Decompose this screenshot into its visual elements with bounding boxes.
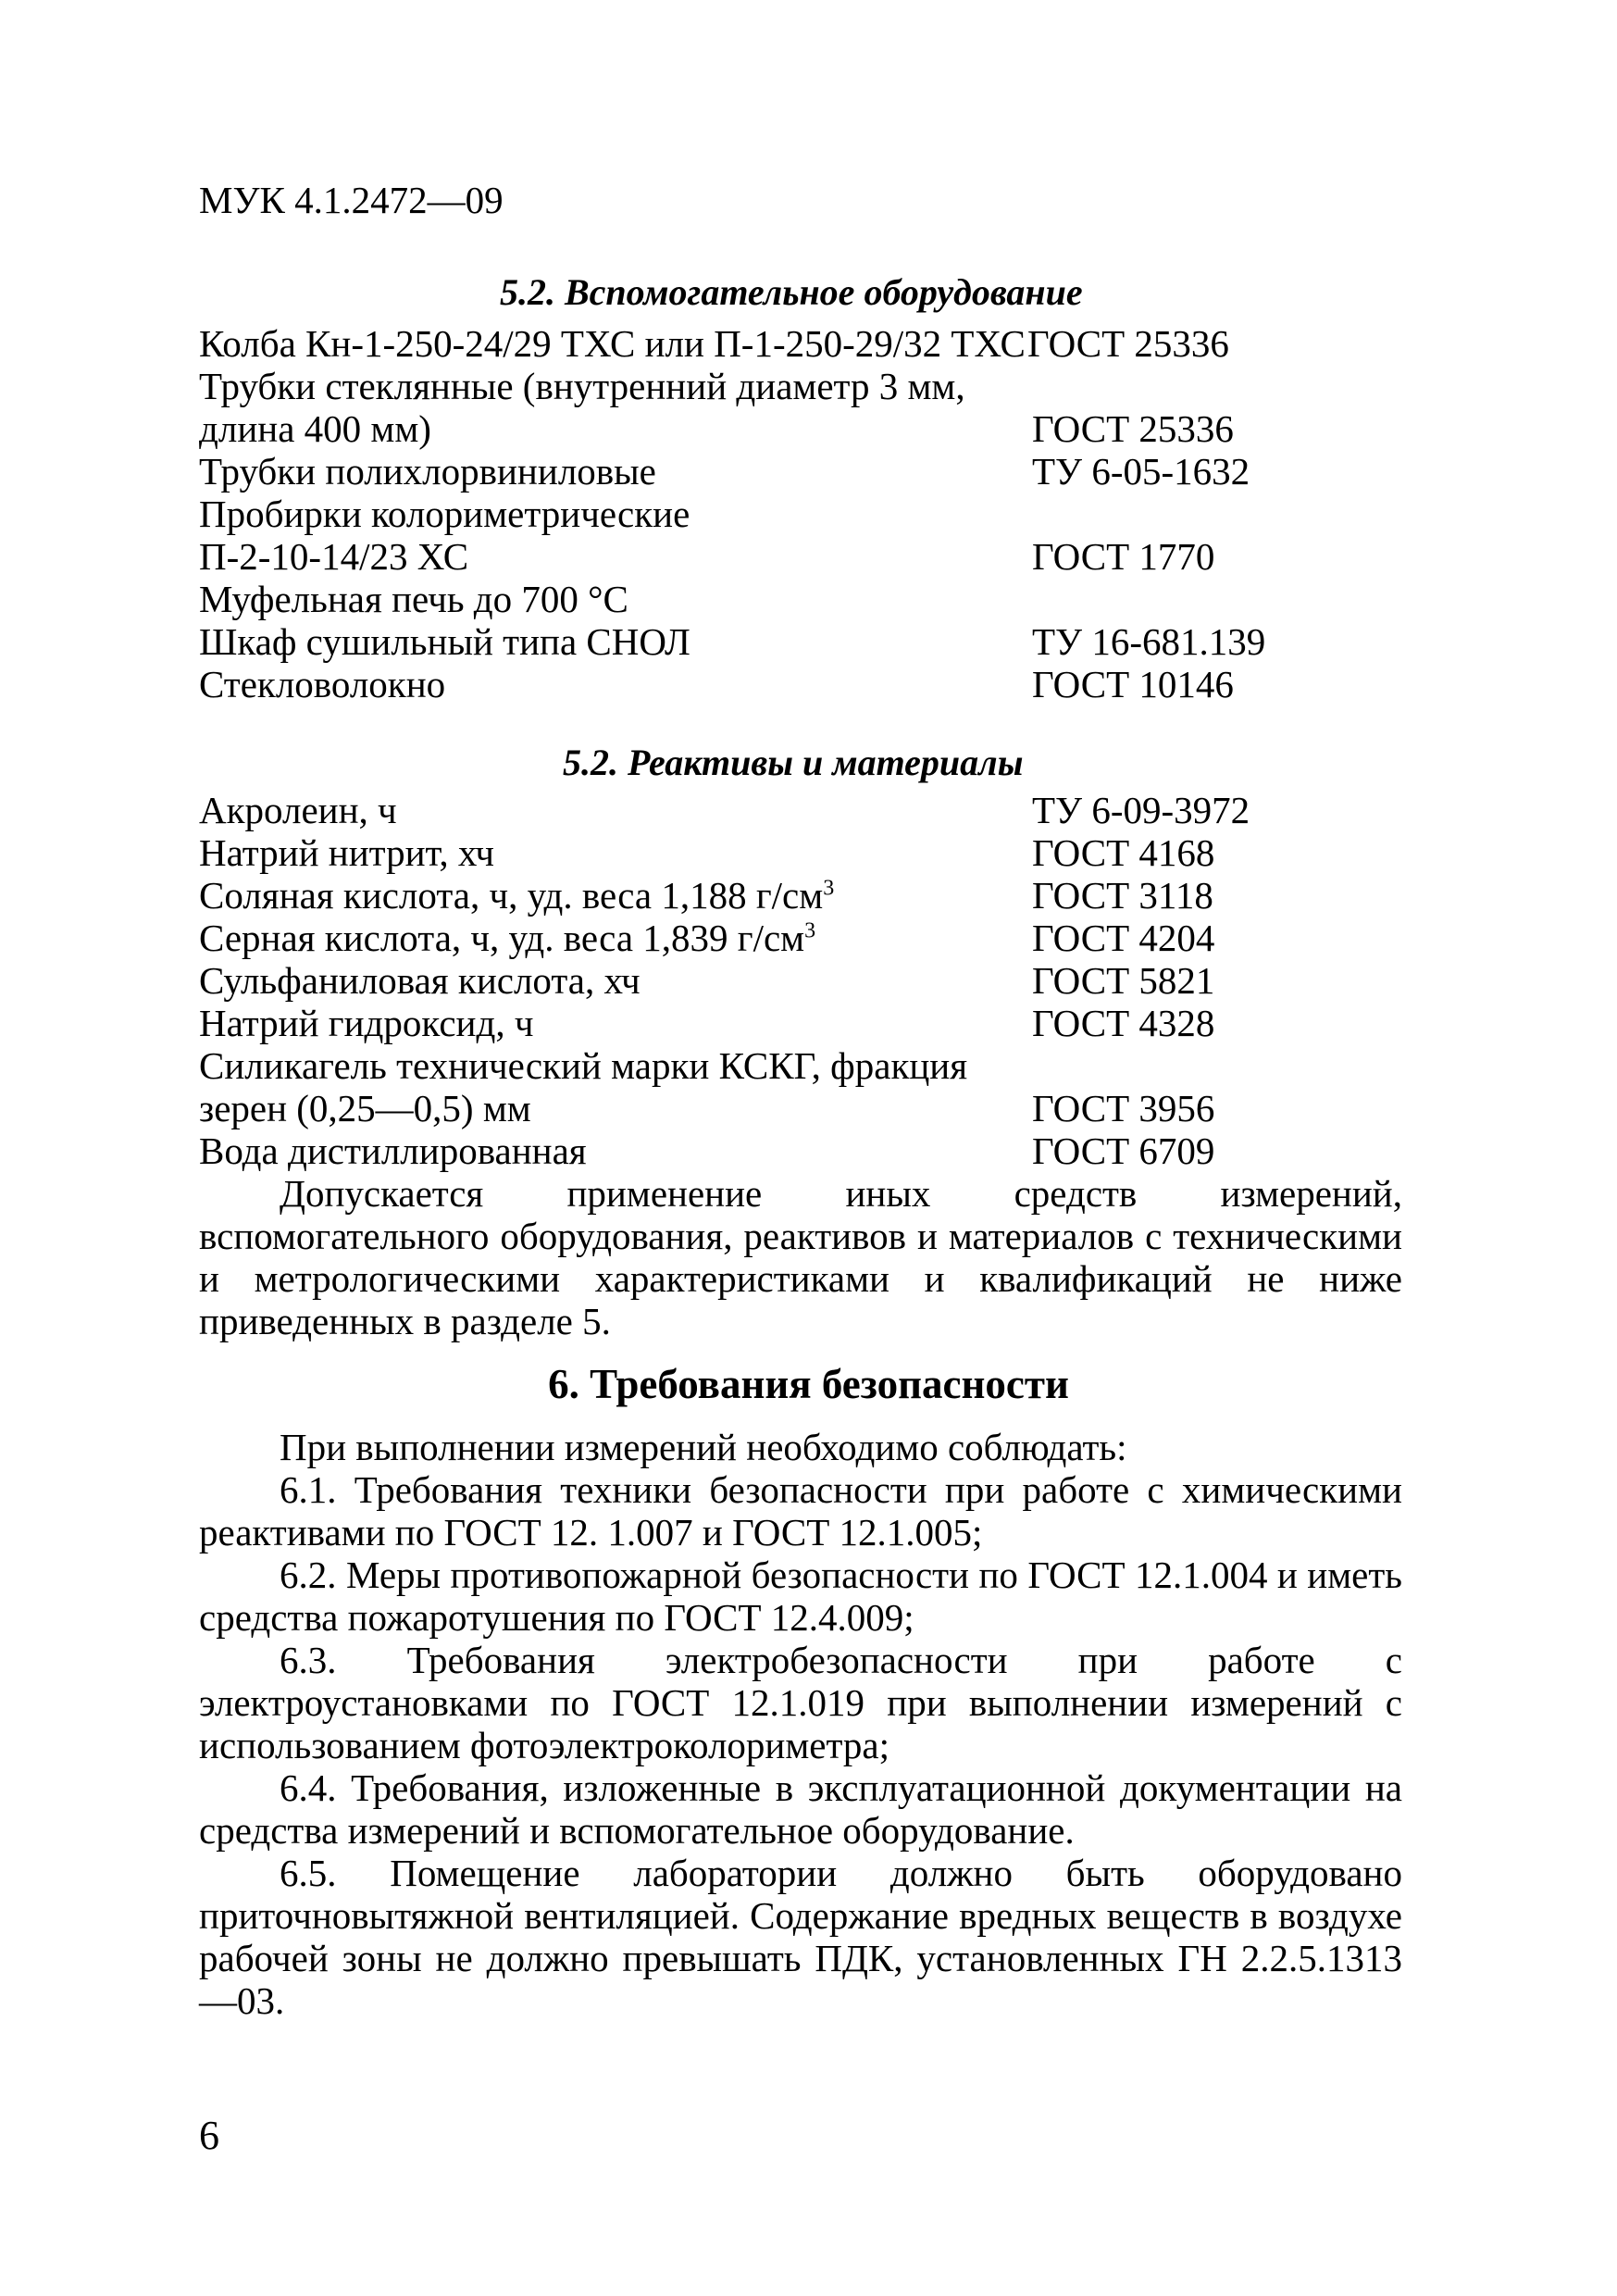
item-name: зерен (0,25—0,5) мм — [199, 1087, 531, 1129]
safety-item-6-1: 6.1. Требования техники безопасности при работе с химическими реактивами по ГОСТ 12. 1.007 и ГОСТ 12.1.005; — [199, 1468, 1402, 1554]
list-item — [199, 578, 1430, 620]
list-item — [199, 789, 1430, 831]
equipment-list — [199, 322, 1430, 705]
safety-section-title: 6. Требования безопасности — [548, 1361, 1069, 1407]
item-standard: ГОСТ 1770 — [1032, 535, 1215, 578]
unit-superscript: 3 — [804, 918, 816, 943]
safety-item-6-2: 6.2. Меры противопожарной безопасности по ГОСТ 12.1.004 и иметь средства пожаротушения по ГОСТ 12.4.009; — [199, 1554, 1402, 1639]
list-item — [199, 874, 1430, 917]
reagents-list — [199, 789, 1430, 1172]
list-item — [199, 535, 1430, 578]
item-name: Силикагель технический марки КСКГ, фракция — [199, 1044, 968, 1087]
item-name: Муфельная печь до 700 °С — [199, 578, 628, 620]
list-item — [199, 917, 1430, 959]
item-standard: ГОСТ 25336 — [1032, 407, 1234, 450]
item-standard: ГОСТ 25336 — [1027, 322, 1229, 365]
item-name: Соляная кислота, ч, уд. веса 1,188 г/см — [199, 874, 824, 917]
list-item — [199, 620, 1430, 663]
safety-intro: При выполнении измерений необходимо соблюдать: — [280, 1426, 1127, 1468]
document-code: МУК 4.1.2472—09 — [199, 179, 504, 221]
list-item — [199, 407, 1430, 450]
item-name: Стекловолокно — [199, 663, 446, 705]
list-item — [199, 1044, 1430, 1087]
item-name: Сульфаниловая кислота, хч — [199, 959, 641, 1002]
item-name: длина 400 мм) — [199, 407, 431, 450]
item-standard: ГОСТ 3956 — [1032, 1087, 1215, 1129]
item-standard: ГОСТ 6709 — [1032, 1129, 1215, 1172]
list-item — [199, 831, 1430, 874]
item-standard: ГОСТ 4204 — [1032, 917, 1215, 959]
item-standard: ГОСТ 5821 — [1032, 959, 1215, 1002]
list-item — [199, 322, 1430, 365]
item-standard: ГОСТ 10146 — [1032, 663, 1234, 705]
item-name: П-2-10-14/23 ХС — [199, 535, 469, 578]
list-item — [199, 1129, 1430, 1172]
item-name: Трубки стеклянные (внутренний диаметр 3 мм, — [199, 365, 965, 407]
item-standard: ТУ 16-681.139 — [1032, 620, 1266, 663]
item-name: Серная кислота, ч, уд. веса 1,839 г/см — [199, 917, 805, 959]
equipment-title: 5.2. Вспомогательное оборудование — [500, 271, 1083, 313]
safety-item-6-4: 6.4. Требования, изложенные в эксплуатационной документации на средства измерений и вспомогательное оборудование. — [199, 1766, 1402, 1852]
list-item — [199, 1087, 1430, 1129]
item-name: Натрий нитрит, хч — [199, 831, 494, 874]
safety-item-6-5: 6.5. Помещение лаборатории должно быть оборудовано приточновытяжной вентиляцией. Содержание вредных веществ в воздухе рабочей зоны не должно превышать ПДК, установленных ГН 2.2.5.1313—03. — [199, 1852, 1402, 2022]
item-name-with-unit — [199, 874, 834, 917]
item-name-with-unit — [199, 917, 815, 959]
unit-superscript: 3 — [823, 876, 835, 901]
item-name: Шкаф сушильный типа СНОЛ — [199, 620, 690, 663]
reagents-title: 5.2. Реактивы и материалы — [563, 742, 1024, 783]
list-item — [199, 959, 1430, 1002]
item-standard: ГОСТ 4168 — [1032, 831, 1215, 874]
list-item — [199, 493, 1430, 535]
item-name: Колба Кн-1-250-24/29 ТХС или П-1-250-29/32 ТХС — [199, 322, 1026, 365]
list-item — [199, 663, 1430, 705]
item-name: Натрий гидроксид, ч — [199, 1002, 534, 1044]
safety-item-6-3: 6.3. Требования электробезопасности при работе с электроустановками по ГОСТ 12.1.019 при выполнении измерений с использованием фотоэлектроколориметра; — [199, 1639, 1402, 1766]
item-name: Трубки полихлорвиниловые — [199, 450, 656, 493]
item-standard: ГОСТ 4328 — [1032, 1002, 1215, 1044]
item-name: Акролеин, ч — [199, 789, 397, 831]
reagents-note: Допускается применение иных средств измерений, вспомогательного оборудования, реактивов и материалов с техническими и метрологическими характеристиками и квалификаций не ниже приведенных в разделе 5. — [199, 1172, 1402, 1342]
page-number: 6 — [199, 2113, 219, 2158]
list-item — [199, 450, 1430, 493]
list-item — [199, 1002, 1430, 1044]
item-name: Пробирки колориметрические — [199, 493, 690, 535]
item-standard: ГОСТ 3118 — [1032, 874, 1213, 917]
item-standard: ТУ 6-05-1632 — [1032, 450, 1250, 493]
item-name: Вода дистиллированная — [199, 1129, 587, 1172]
item-standard: ТУ 6-09-3972 — [1032, 789, 1250, 831]
list-item — [199, 365, 1430, 407]
